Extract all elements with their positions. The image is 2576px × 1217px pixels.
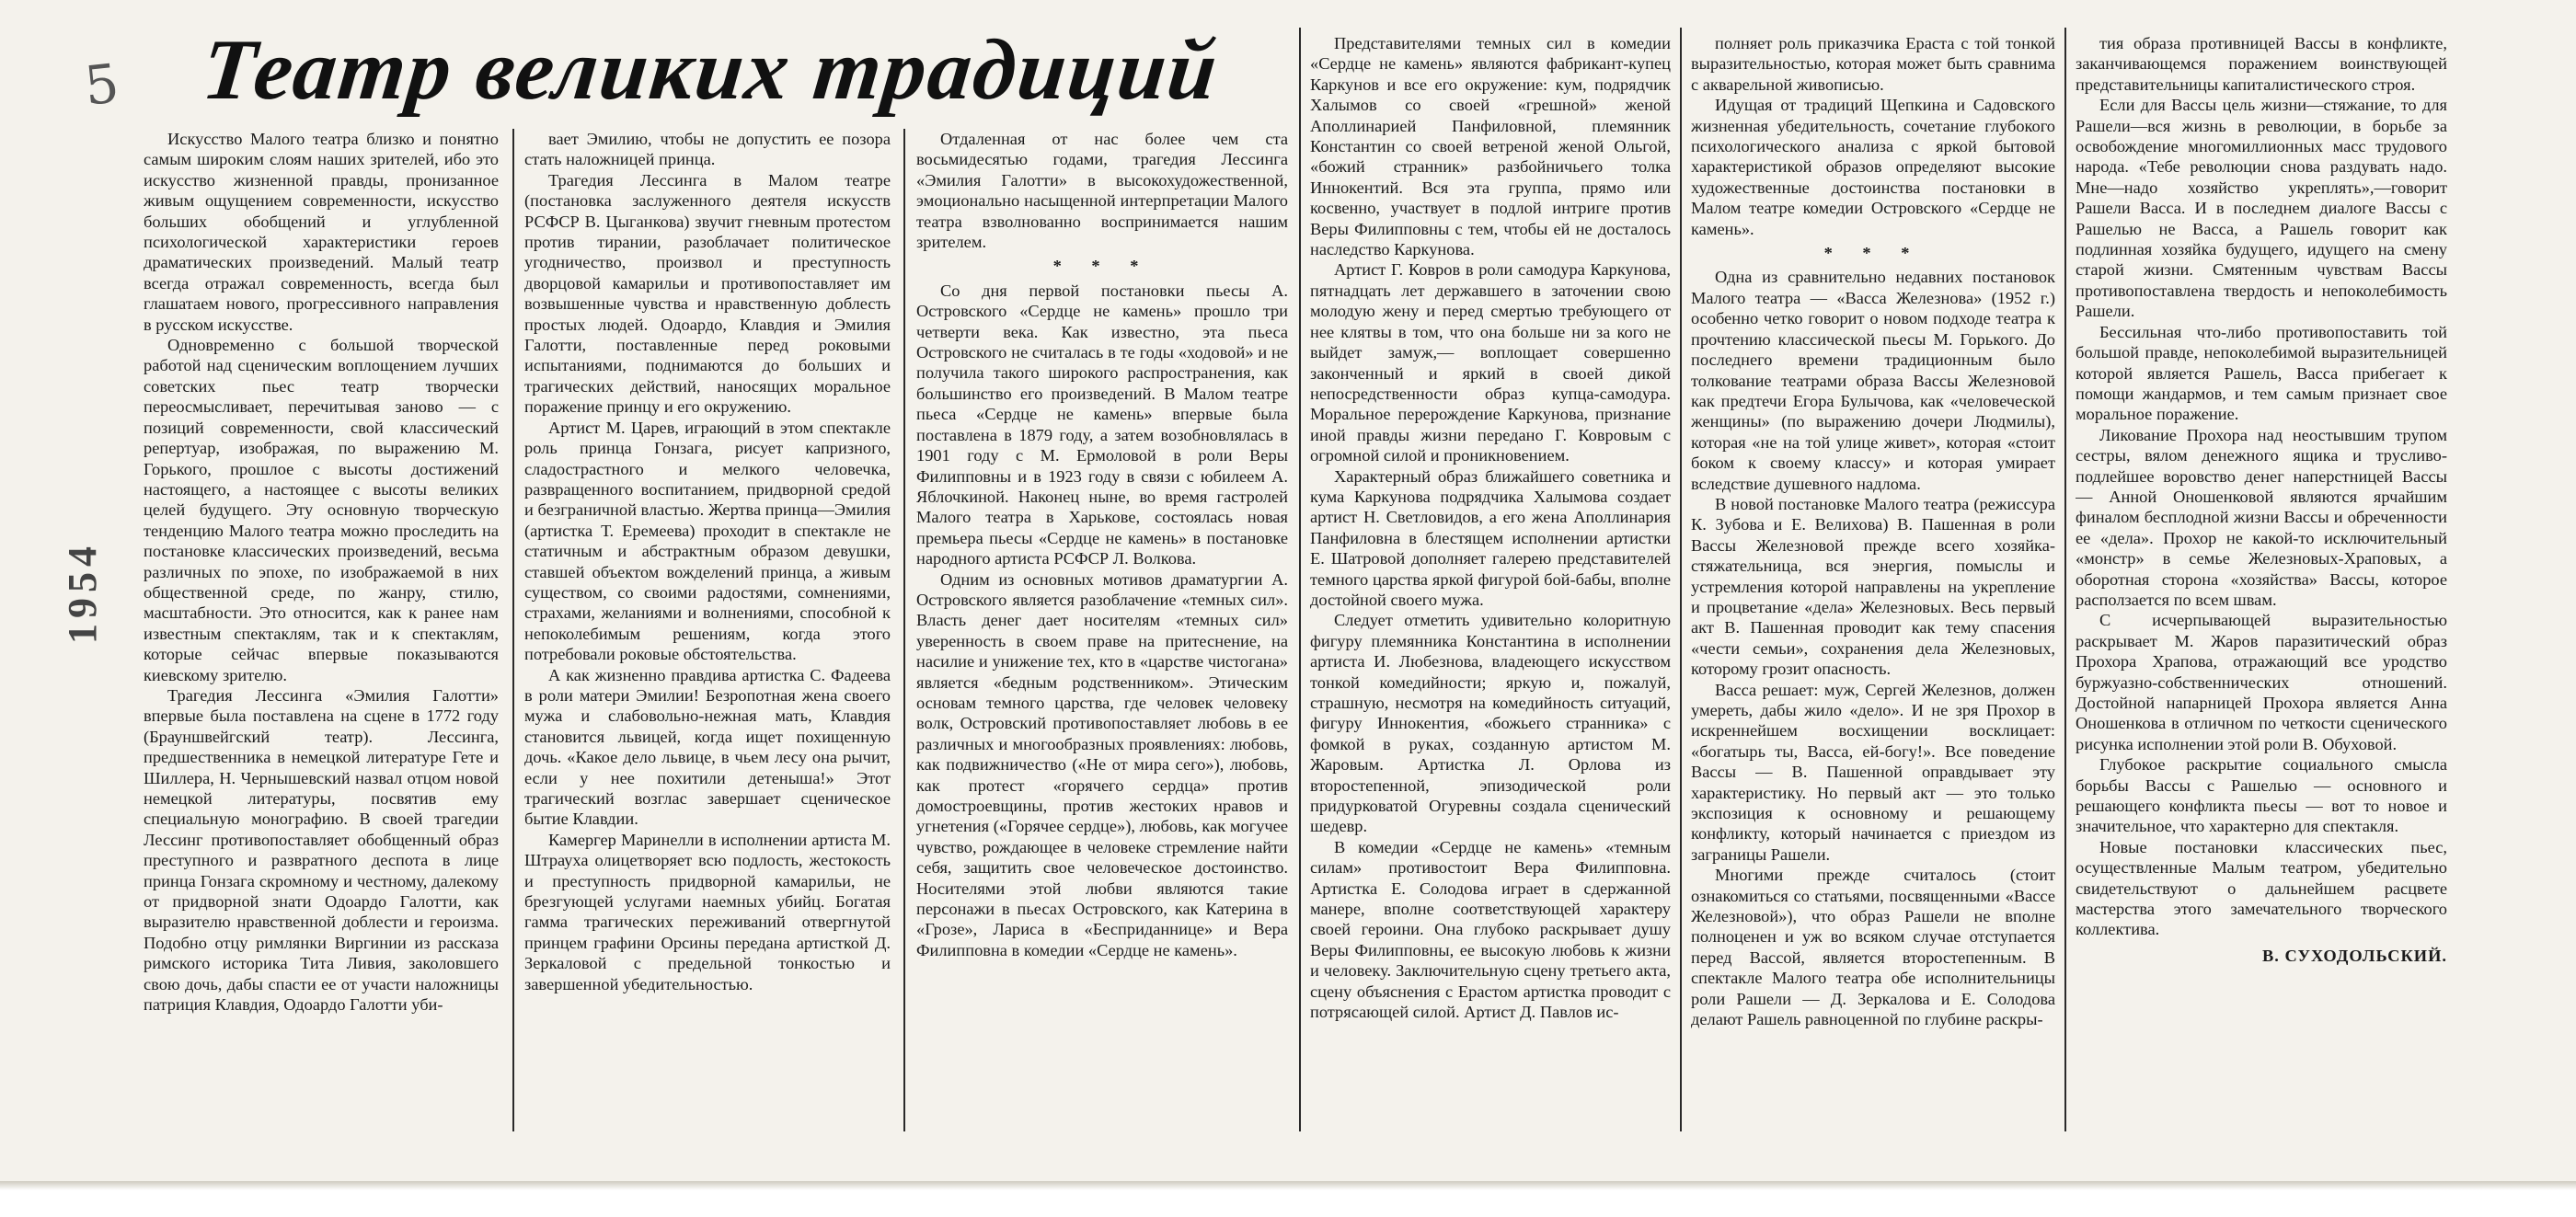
column-divider <box>512 129 514 1131</box>
paragraph: Васса решает: муж, Сергей Железнов, должен умереть, дабы жило «дело». И не зря Прохор в искреннейшем восхищении восклицает: «богатырь ты, Васса, ей-богу!». Все поведение Вассы — В. Пашенной оправдывает эту характеристику. Но первый акт — это только экспозиция к основному и решающему конфликту, который начинается с приездом из заграницы Рашели. <box>1691 680 2055 864</box>
article-column-2 <box>524 129 891 1131</box>
paragraph: Трагедия Лессинга «Эмилия Галотти» впервые была поставлена на сцене в 1772 году (Брауншвейгский театр). Лессинга, предшественника в немецкой литературе Гете и Шиллера, Н. Чернышевский назвал отцом новой немецкой литературы, посвятив ему специальную монографию. В своей трагедии Лессинг противопоставляет обобщенный образ преступного и развратного деспота в лице принца Гонзага скромному и честному, далекому от придворной знати Одоардо Галотти, как выразителю нравственной доблести и героизма. Подобно отцу римлянки Виргинии из рассказа римского историка Тита Ливия, заколовшего свою дочь, дабы спасти ее от участи наложницы патриция Клавдия, Одоардо Галотти уби- <box>144 685 499 1015</box>
paragraph: Отдаленная от нас более чем ста восьмидесятью годами, трагедия Лессинга «Эмилия Галотти» в высокохудожественной, эмоционально насыщенной интерпретации Малого театра взволнованно воспринимается нашим зрителем. <box>916 130 1288 252</box>
section-separator: * * * <box>1052 257 1152 276</box>
column-divider <box>2064 28 2066 1131</box>
paragraph: С исчерпывающей выразительностью раскрывает М. Жаров паразитический образ Прохора Храпова, отражающий все уродство буржуазно-собственнических отношений. Достойной напарницей Прохора является Анна Оношенкова в отличном по четкости сценического рисунка исполнении этой роли В. Обуховой. <box>2076 611 2447 753</box>
paragraph: А как жизненно правдива артистка С. Фадеева в роли матери Эмилии! Безропотная жена своего мужа и слабовольно-нежная мать, Клавдия становится львицей, когда ищет похищенную дочь. «Какое дело львице, в чьем лесу она рычит, если у нее похитили детеныша!» Этот трагический возглас завершает сценическое бытие Клавдии. <box>524 665 891 829</box>
paragraph: Артист Г. Ковров в роли самодура Каркунова, пятнадцать лет державшего в заточении свою молодую жену и перед смертью требующего от нее клятвы в том, что она больше ни за кого не выйдет замуж,— воплощает совершенно законченный и яркий в своей дикой непосредственности образ купца-самодура. Моральное перерождение Каркунова, признание иной правды жизни передано Г. Ковровым с огромной силой и проникновением. <box>1310 260 1671 465</box>
paragraph: Новые постановки классических пьес, осуществленные Малым театром, убедительно свидетельствуют о дальнейшем расцвете мастерства этого замечательного творческого коллектива. <box>2076 837 2447 939</box>
paragraph: Одна из сравнительно недавних постановок Малого театра — «Васса Железнова» (1952 г.) особенно четко говорит о новом подходе театра к прочтению классической пьесы М. Горького. До последнего времени традиционным было толкование театрами образа Вассы Железновой как предтечи Егора Булычова, как «человеческой женщины» (по выражению дочери Людмилы), которая «не на той улице живет», которая «стоит боком к своему классу» и которая умирает вследствие душевного надлома. <box>1691 268 2055 493</box>
paragraph: Трагедия Лессинга в Малом театре (постановка заслуженного деятеля искусств РСФСР В. Цыганкова) звучит гневным протестом против тирании, разоблачает политическое угодничество, произвол и преступность дворцовой камарильи и противопоставляет им возвышенные чувства и нравственную доблесть простых людей. Одоардо, Клавдия и Эмилия Галотти, поставленные перед роковыми испытаниями, поднимаются до больших и трагических действий, наносящих моральное поражение принцу и его окружению. <box>524 170 891 417</box>
handwritten-mark: 5 <box>81 52 122 118</box>
paragraph: тия образа противницей Вассы в конфликте, заканчивающемся поражением воинствующей представительницы капиталистического строя. <box>2076 34 2447 94</box>
article-column-1 <box>144 129 499 1131</box>
date-stamp: 1954 <box>60 541 105 644</box>
article-column-5 <box>1691 33 2055 1131</box>
paragraph: Глубокое раскрытие социального смысла борьбы Вассы с Рашелью — основного и решающего конфликта пьесы — вот то новое и значительное, что характерно для спектакля. <box>2076 755 2447 836</box>
article-column-6 <box>2076 33 2447 1131</box>
paragraph: В комедии «Сердце не камень» «темным силам» противостоит Вера Филипповна. Артистка Е. Солодова играет в сдержанной манере, вполне соответствующей характеру своей героини. Она глубоко раскрывает душу Веры Филипповны, ее высокую любовь к жизни и человеку. Заключительную сцену третьего акта, сцену объяснения с Ерастом артистка проводит с потрясающей силой. Артист Д. Павлов ис- <box>1310 837 1671 1022</box>
article-headline: Театр великих традиций <box>198 22 1224 118</box>
column-divider <box>903 129 905 1131</box>
page-edge-shadow <box>0 1181 2576 1190</box>
paragraph: Характерный образ ближайшего советника и кума Каркунова подрядчика Халымова создает артист Н. Светловидов, а его жена Аполлинария Панфиловна в блестящем исполнении артистки Е. Шатровой дополняет галерею представителей темного царства яркой фигурой бой-бабы, вполне достойной своего мужа. <box>1310 466 1671 609</box>
paragraph: Если для Вассы цель жизни—стяжание, то для Рашели—вся жизнь в революции, в борьбе за освобождение многомиллионных масс трудового народа. «Тебе революции снова раздувать надо. Мне—надо хозяйство укреплять»,—говорит Рашели Васса. И в последнем диалоге Вассы с Рашелью не Васса, а Рашель говорит как подлинная хозяйка будущего, идущего на смену старой жизни. Смятенным чувствам Вассы противопоставлена твердость и непоколебимость Рашели. <box>2076 96 2447 321</box>
paragraph: вает Эмилию, чтобы не допустить ее позора стать наложницей принца. <box>524 130 891 169</box>
paragraph: Представителями темных сил в комедии «Сердце не камень» являются фабрикант-купец Каркунов и все его окружение: кум, подрядчик Халымов со своей «грешной» женой Аполлинарией Панфиловной, племянник Константин со своей ветреной женой Ольгой, «божий странник» разбойничьего толка Иннокентий. Вся эта группа, прямо или косвенно, участвует в подлой интриге против Веры Филипповны с тем, чтобы ей не досталось наследство Каркунова. <box>1310 34 1671 259</box>
paragraph: Следует отметить удивительно колоритную фигуру племянника Константина в исполнении артиста И. Любезнова, владеющего искусством тонкой комедийности; яркую и, пожалуй, страшную, несмотря на комедийность ситуаций, фигуру Иннокентия, «божьего странника» с фомкой в руках, созданную артистом М. Жаровым. Артистка Л. Орлова из второстепенной, эпизодической роли придурковатой Огуревны создала сценический шедевр. <box>1310 611 1671 836</box>
paragraph: полняет роль приказчика Ераста с той тонкой выразительностью, которая может быть сравнима с акварельной живописью. <box>1691 34 2055 94</box>
paragraph: Идущая от традиций Щепкина и Садовского жизненная убедительность, сочетание глубокого психологического анализа с яркой бытовой характеристикой образов определяют высокие художественные достоинства постановки в Малом театре комедии Островского «Сердце не камень». <box>1691 96 2055 238</box>
paragraph: Бессильная что-либо противопоставить той большой правде, непоколебимой выразительницей которой является Рашель, Васса прибегает к помощи жандармов, и тем самым признает свое моральное поражение. <box>2076 322 2447 424</box>
author-signature: В. СУХОДОЛЬСКИЙ. <box>2261 946 2447 965</box>
paragraph: Искусство Малого театра близко и понятно самым широким слоям наших зрителей, ибо это искусство жизненной правды, пронизанное живым ощущением современности, искусство больших обобщений и углубленной психологической характеристики героев драматических произведений. Малый театр всегда отражал современность, всегда был глашатаем нового, прогрессивного направления в русском искусстве. <box>144 130 499 334</box>
column-divider <box>1680 28 1682 1131</box>
paragraph: В новой постановке Малого театра (режиссура К. Зубова и Е. Велихова) В. Пашенная в роли Вассы Железновой прежде всего хозяйка-стяжательница, вся энергия, помыслы и устремления которой направлены на укрепление и процветание «дела» Железновых. Весь первый акт В. Пашенная проводит как тему спасения «чести семьи», сохранения дела Железновых, которому грозит опасность. <box>1691 494 2055 679</box>
article-column-3 <box>916 129 1288 1131</box>
paragraph: Камергер Маринелли в исполнении артиста М. Штрауха олицетворяет всю подлость, жестокость и преступность придворной камарильи, не брезгующей услугами наемных убийц. Богатая гамма трагических переживаний отвергнутой принцем графини Орсины передана артисткой Д. Зеркаловой с предельной тонкостью и завершенной убедительностью. <box>524 830 891 993</box>
section-separator: * * * <box>1823 244 1923 263</box>
paragraph: Артист М. Царев, играющий в этом спектакле роль принца Гонзага, рисует капризного, сладострастного и мелкого человечка, развращенного воспитанием, придворной средой и безграничной властью. Жертва принца—Эмилия (артистка Т. Еремеева) проходит в спектакле не статичным и абстрактным образом девушки, ставшей объектом вожделений принца, а живым существом, со своими радостями, сомнениями, страхами, желаниями и волнениями, способной к непоколебимым решениям, когда этого потребовали роковые обстоятельства. <box>524 418 891 664</box>
paragraph: Многими прежде считалось (стоит ознакомиться со статьями, посвященными «Вассе Железновой»), что образ Рашели не вполне полноценен и уж во всяком случае отступается перед Вассой, является второстепенным. В спектакле Малого театра обе исполнительницы роли Рашели — Д. Зеркалова и Е. Солодова делают Рашель равноценной по глубине раскры- <box>1691 866 2055 1029</box>
column-divider <box>1299 28 1301 1131</box>
paragraph: Одновременно с большой творческой работой над сценическим воплощением лучших советских пьес театр творчески переосмысливает, перечитывая заново — с позиций современности, свой классический репертуар, изображая, по выражению М. Горького, прошлое с высоты достижений настоящего, а настоящее с высоты великих целей будущего. Эту основную творческую тенденцию Малого театра можно проследить на постановке классических произведений, весьма различных по эпохе, по изображаемой в них общественной среде, по жанру, стилю, масштабности. Это относится, как к ранее нам известным спектаклям, так и к спектаклям, которые сейчас впервые показываются киевскому зрителю. <box>144 336 499 684</box>
paragraph: Одним из основных мотивов драматургии А. Островского является разоблачение «темных сил». Власть денег дает носителям «темных сил» уверенность в своем праве на притеснение, на насилие и унижение тех, кто в «царстве чистогана» является «бедным родственником». Этическим основам темного царства, где человек человеку волк, Островский противопоставляет любовь в ее различных и многообразных проявлениях: любовь, как подвижничество («Не от мира сего»), любовь, как протест «горячего сердца» против домостроевщины, против жестоких нравов и угнетения («Горячее сердце»), любовь, как могучее чувство, рождающее в человеке стремление найти себя, защитить свое человеческое достоинство. Носителями этой любви являются такие персонажи в пьесах Островского, как Катерина в «Грозе», Лариса в «Бесприданнице» и Вера Филипповна в комедии «Сердце не камень». <box>916 569 1288 959</box>
paragraph: Ликование Прохора над неостывшим трупом сестры, вялом денежного ящика и трусливо-подлейшее воровство денег наперстницей Вассы — Анной Оношенковой являются ярчайшим финалом бесплодной жизни Вассы и обреченности ее «дела». Прохор не какой-то исключительный «монстр» в семье Железновых-Храповых, а оборотная сторона «хозяйства» Вассы, которое расползается по всем швам. <box>2076 425 2447 609</box>
article-column-4 <box>1310 33 1671 1131</box>
paragraph: Со дня первой постановки пьесы А. Островского «Сердце не камень» прошло три четверти века. Как известно, эта пьеса Островского не считалась в те годы «ходовой» и не получила такого широкого распространения, как большинство его произведений. В Малом театре пьеса «Сердце не камень» впервые была поставлена в 1879 году, а затем возобновлялась в 1901 году с М. Ермоловой в роли Веры Филипповны и в 1923 году в связи с юбилеем А. Яблочкиной. Наконец ныне, во время гастролей Малого театра в Харькове, состоялась новая премьера пьесы «Сердце не камень» в постановке народного артиста РСФСР Л. Волкова. <box>916 281 1288 568</box>
